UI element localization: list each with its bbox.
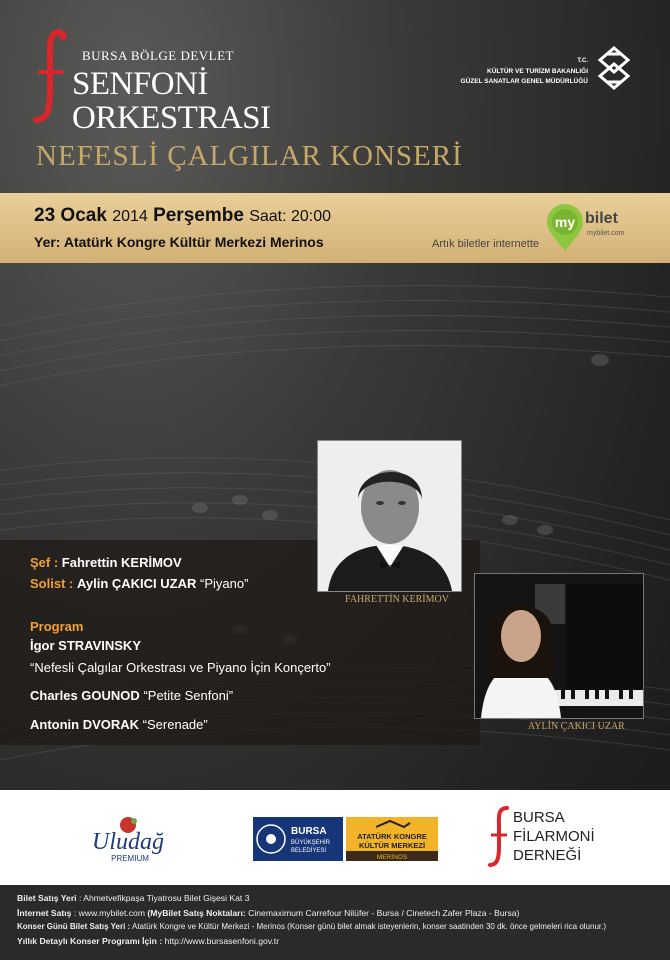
program-work-3: “Serenade”	[142, 717, 208, 732]
bursa-municipality-logo	[253, 817, 343, 861]
mybilet-my: my	[554, 214, 576, 230]
program-item-3	[30, 717, 208, 732]
akm-line3: MERİNOS	[376, 854, 408, 861]
conductor-caption: FAHRETTİN KERİMOV	[345, 594, 449, 605]
footer-l1-text: : Ahmetvefikpaşa Tiyatrosu Bilet Gişesi Kat 3	[78, 893, 250, 903]
orchestra-subtitle: BURSA BÖLGE DEVLET	[82, 48, 234, 63]
soloist-name: Aylin ÇAKICI UZAR	[76, 576, 197, 591]
treble-f-icon	[30, 28, 70, 123]
akm-line2: KÜLTÜR MERKEZİ	[358, 841, 426, 850]
conductor-label: Şef :	[30, 555, 59, 570]
footer-l2-label: İnternet Satış	[17, 908, 72, 918]
program-work-2: “Petite Senfoni”	[143, 688, 234, 703]
event-venue: Yer: Atatürk Kongre Kültür Merkezi Merinos	[34, 234, 324, 250]
conductor-line	[30, 555, 182, 570]
akm-logo	[346, 817, 438, 861]
mybilet-word: bilet	[585, 210, 618, 227]
ministry-line2: GÜZEL SANATLAR GENEL MÜDÜRLÜĞÜ	[460, 78, 588, 85]
bursa-municipality-icon	[253, 817, 343, 861]
program-item-2	[30, 688, 233, 703]
footer-l2-link[interactable]: : www.mybilet.com	[73, 908, 145, 918]
soloist-photo	[474, 573, 644, 719]
uludag-mark-icon	[68, 815, 188, 865]
program-composer-2: Charles GOUNOD	[30, 688, 140, 703]
program-composer-3: Antonin DVORAK	[30, 717, 140, 732]
filarmoni-line3: DERNEĞİ	[513, 847, 582, 864]
bbb-line1: BURSA	[291, 826, 327, 837]
bbb-line3: BELEDİYESİ	[291, 848, 327, 854]
ticket-tagline: Artık biletler internette	[432, 238, 539, 250]
footer-l3-label: Konser Günü Bilet Satış Yeri :	[17, 922, 131, 931]
footer-line-3	[17, 922, 606, 931]
akm-icon	[346, 817, 438, 861]
footer-line-1	[17, 893, 249, 903]
soloist-label: Solist :	[30, 576, 74, 591]
conductor-photo	[317, 440, 462, 592]
soloist-caption: AYLİN ÇAKICI UZAR	[528, 721, 625, 732]
bbb-line2: BÜYÜKŞEHİR	[291, 840, 331, 846]
program-work-1: “Nefesli Çalgılar Orkestrası ve Piyano İçin Konçerto”	[30, 660, 331, 675]
akm-line1: ATATÜRK KONGRE	[357, 832, 427, 841]
ticket-info-footer	[0, 885, 670, 960]
conductor-portrait-icon	[318, 441, 461, 591]
event-time: Saat: 20:00	[249, 208, 332, 225]
filarmoni-f-icon	[487, 805, 511, 867]
orchestra-name-line1: SENFONİ	[72, 66, 208, 102]
filarmoni-logo	[487, 803, 607, 868]
sponsors-strip	[0, 790, 670, 885]
mybilet-logo[interactable]	[545, 204, 635, 252]
map-pin-icon	[545, 204, 585, 252]
event-weekday: Perşembe	[153, 205, 244, 226]
ministry-tc: T.C.	[577, 58, 588, 64]
event-year: 2014	[112, 208, 148, 225]
event-date	[34, 205, 331, 227]
event-day: 23 Ocak	[34, 205, 107, 226]
footer-l1-label: Bilet Satış Yeri	[17, 893, 77, 903]
ministry-logo	[460, 46, 638, 96]
uludag-logo	[68, 815, 188, 865]
orchestra-logo	[30, 28, 290, 136]
uludag-premium: PREMIUM	[111, 854, 149, 863]
soloist-portrait-icon	[475, 574, 643, 718]
concert-title: NEFESLİ ÇALGILAR KONSERİ	[36, 140, 463, 172]
footer-l2-bold: (MyBilet Satış Noktaları:	[147, 908, 246, 918]
uludag-name: Uludağ	[92, 829, 164, 855]
ministry-line1: KÜLTÜR VE TURİZM BAKANLIĞI	[487, 68, 588, 75]
program-heading: Program	[30, 619, 84, 634]
ministry-knot-icon	[594, 46, 634, 90]
mybilet-url: mybilet.com	[587, 230, 625, 237]
conductor-name: Fahrettin KERİMOV	[61, 555, 182, 570]
filarmoni-line2: FİLARMONİ	[513, 828, 595, 845]
footer-line-4	[17, 936, 279, 946]
program-composer-1: İgor STRAVINSKY	[30, 638, 141, 653]
footer-l3-text: Atatürk Kongre ve Kültür Merkezi - Merinos (Konser günü bilet almak isteyenlerin, konser saatinden 30 dk. önce gelmeleri rica olunur.)	[132, 922, 607, 931]
filarmoni-line1: BURSA	[513, 809, 565, 826]
footer-l4-label: Yıllık Detaylı Konser Programı İçin :	[17, 936, 163, 946]
soloist-line	[30, 576, 248, 591]
soloist-instrument: “Piyano”	[200, 576, 249, 591]
footer-line-2	[17, 908, 519, 918]
orchestra-name-line2: ORKESTRASI	[72, 100, 271, 136]
footer-l4-link[interactable]: http://www.bursasenfoni.gov.tr	[164, 936, 280, 946]
footer-l2-rest: Cinemaximum Carrefour Nilüfer - Bursa / Cinetech Zafer Plaza - Bursa)	[248, 908, 520, 918]
